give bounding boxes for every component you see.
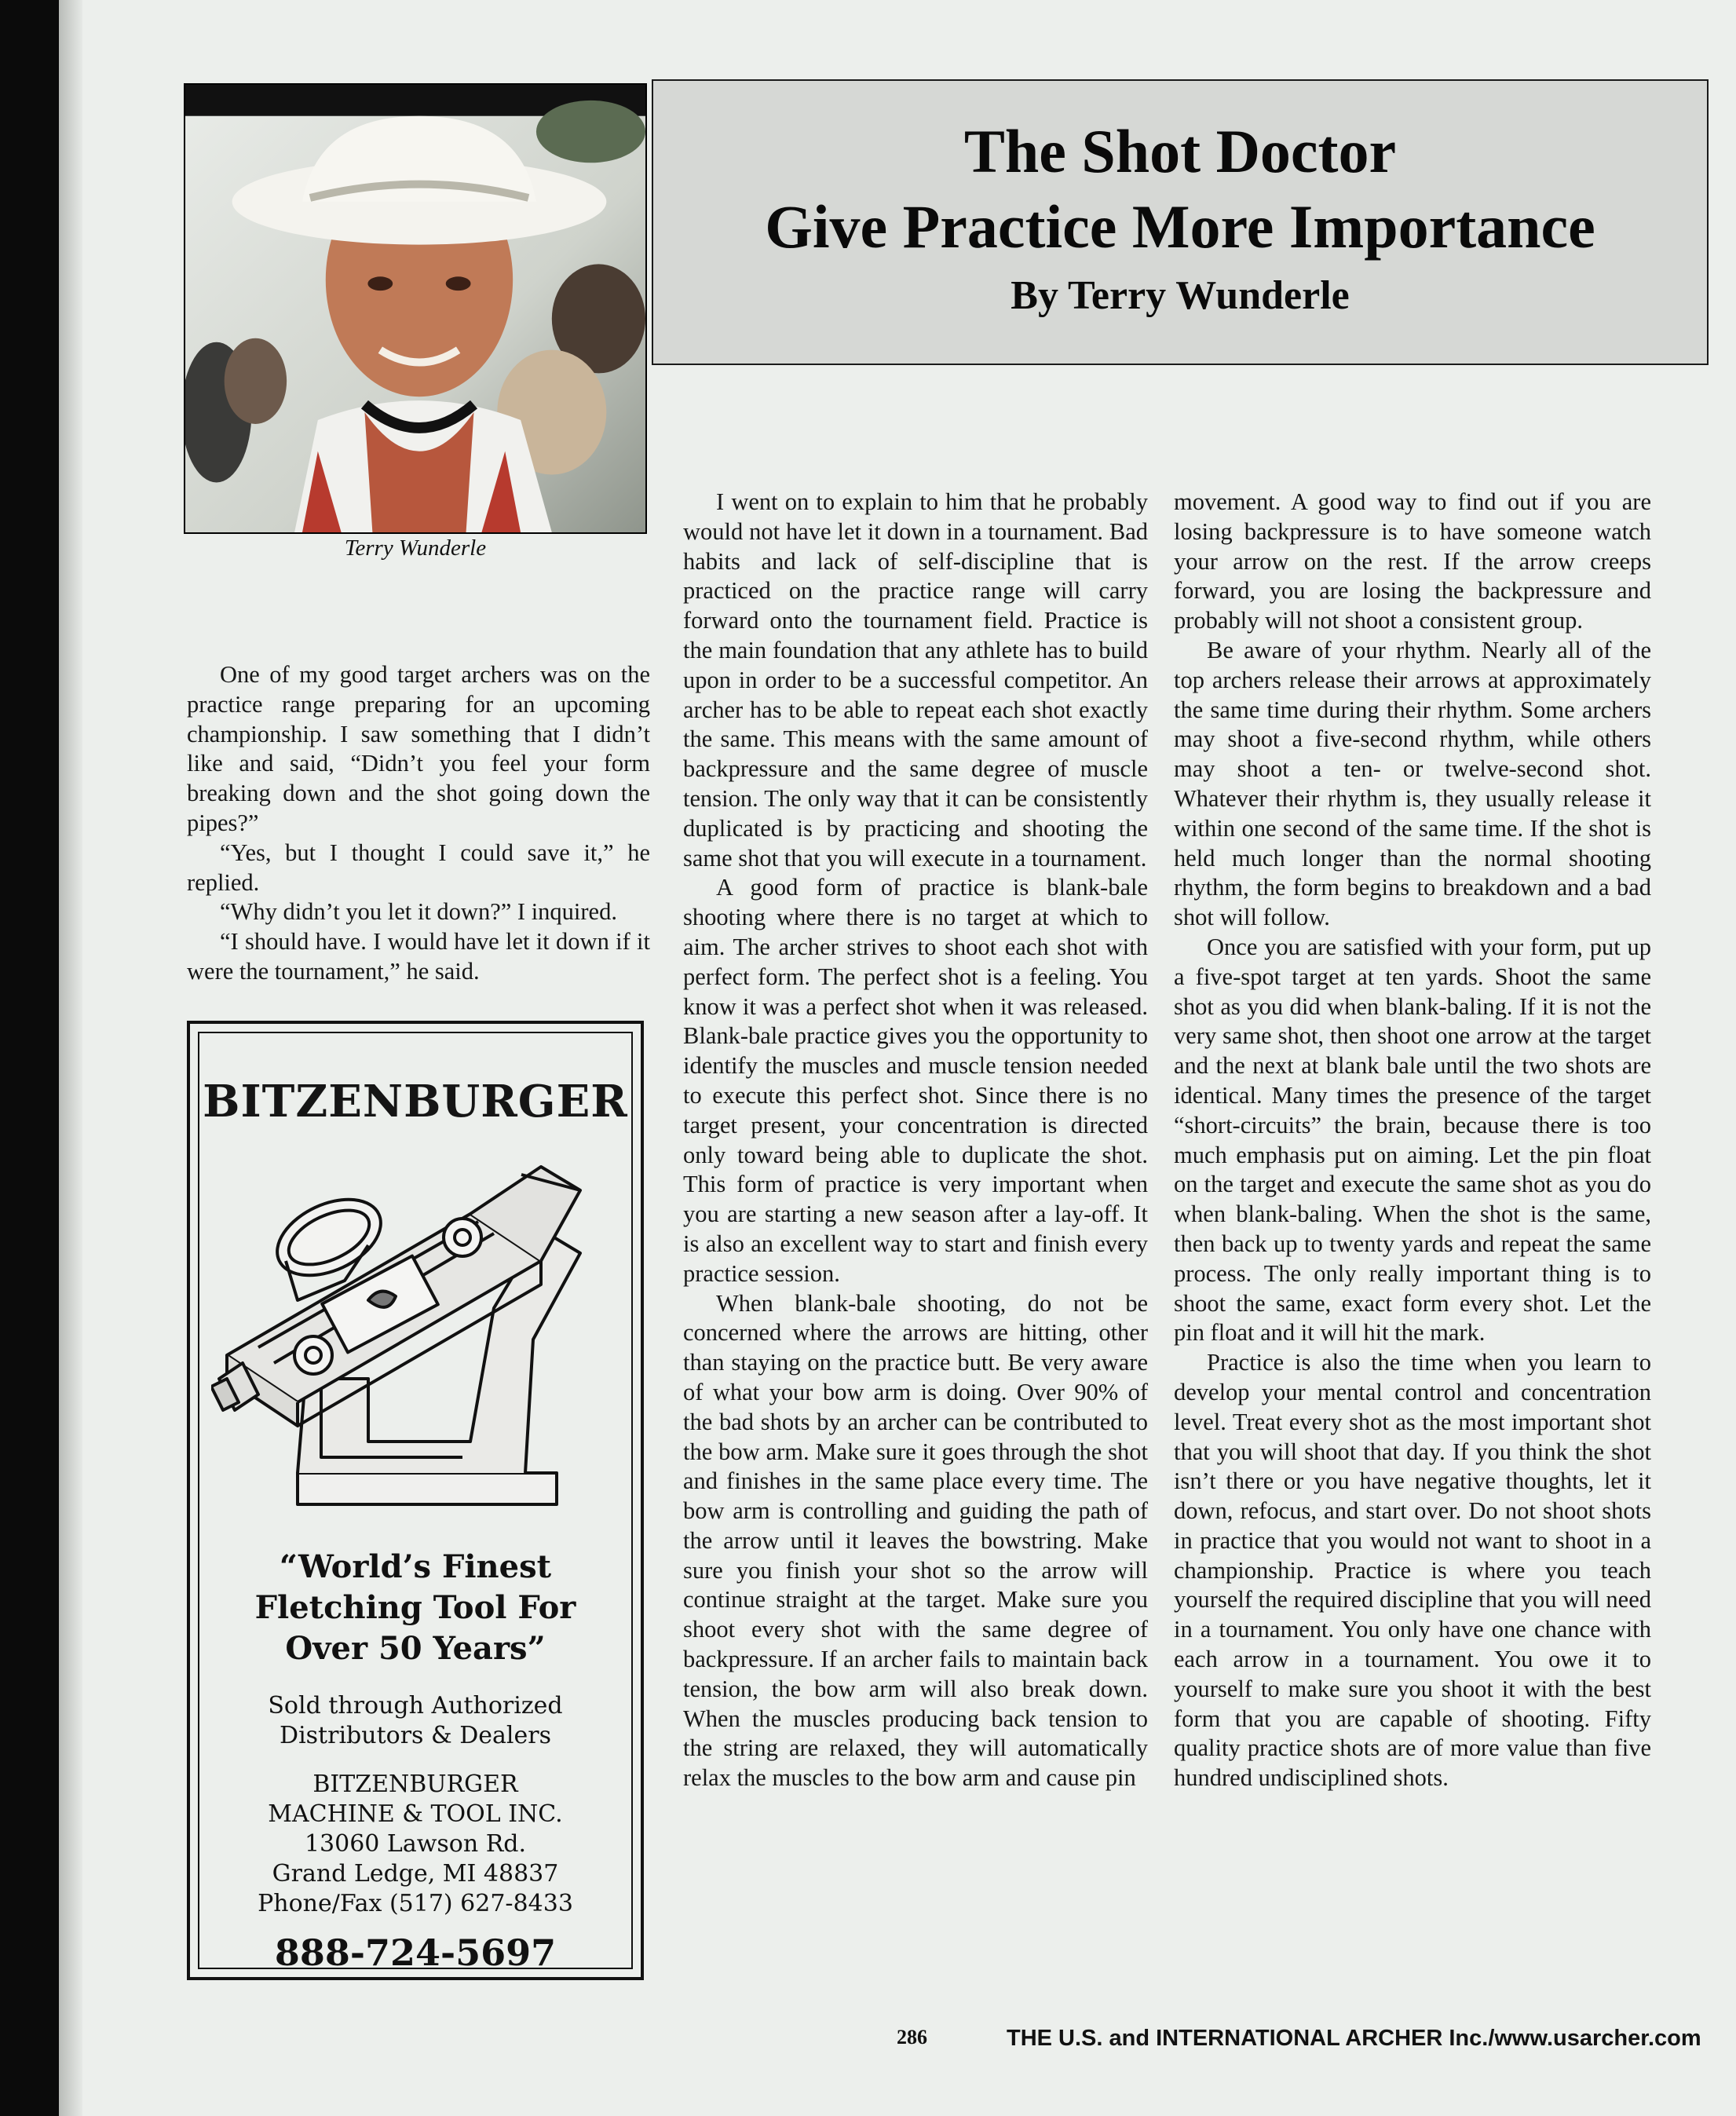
magazine-page bbox=[59, 0, 1736, 2116]
advertisement bbox=[187, 1021, 644, 1980]
ad-company-line: MACHINE & TOOL INC. bbox=[268, 1800, 563, 1828]
article-paragraph: movement. A good way to find out if you are losing backpressure is to have someone watch your arrow on the rest. If the arrow creeps forward, you are losing the backpressure and probably will not shoot a consistent group. bbox=[1174, 488, 1651, 634]
article-column-2 bbox=[683, 488, 1148, 1793]
article-paragraph: I went on to explain to him that he probably would not have let it down in a tournament. Bad habits and lack of self-discipline that is practiced on the practice range will carry forward onto the tournament field. Practice is the main foundation that any athlete has to build upon in order to be a successful competitor. An archer has to be able to repeat each shot exactly the same. This means with the same amount of backpressure and the same degree of muscle tension. The only way that it can be consistently duplicated is by practicing and shooting the same shot that you will execute in a tournament. bbox=[683, 488, 1148, 872]
article-paragraph: When blank-bale shooting, do not be concerned where the arrows are hitting, other than staying on the practice butt. Be very aware of what your bow arm is doing. Over 90% of the bad shots by an archer can be contributed to the bow arm. Make sure it goes through the shot and finishes in the same place every time. The bow arm is controlling and guiding the path of the arrow until it leaves the bowstring. Make sure you finish your shot so the arrow will continue straight at the target. Make sure you shoot every shot with the same degree of backpressure. If an archer fails to maintain back tension, the bow arm will also break down. When the muscles producing back tension to the string are relaxed, they will automatically relax the muscles to the bow arm and cause pin bbox=[683, 1289, 1148, 1792]
ad-company-line: Phone/Fax (517) 627-8433 bbox=[258, 1890, 573, 1917]
ad-company-address bbox=[199, 1770, 631, 1919]
ad-slogan-line: Fletching Tool For bbox=[254, 1589, 576, 1626]
title-box bbox=[652, 79, 1709, 365]
ad-inner-border bbox=[198, 1032, 633, 1974]
page-edge-shadow bbox=[59, 0, 82, 2116]
article-paragraph: Once you are satisfied with your form, put up a five-spot target at ten yards. Shoot the same shot as you did when blank-baling. If it is not the very same shot, then shoot one arrow at the target and the next at blank bale until the two shots are identical. Many times the presence of the target “short-circuits” the brain, because there is too much emphasis put on aiming. Let the pin float on the target and execute the same shot as you do when blank-baling. When the shot is the same, then back up to twenty yards and repeat the same process. The only really important thing is to shoot the same, exact form every shot. Let the pin float and it will hit the mark. bbox=[1174, 933, 1651, 1347]
ad-company-line: Grand Ledge, MI 48837 bbox=[272, 1860, 559, 1888]
article-column-3 bbox=[1174, 488, 1651, 1793]
ad-slogan-line: “World’s Finest bbox=[279, 1548, 552, 1585]
ad-distribution-note bbox=[199, 1691, 631, 1751]
ad-phone-number: 888-724-5697 bbox=[274, 1931, 557, 1974]
author-photo bbox=[184, 83, 647, 534]
page-number: 286 bbox=[897, 2026, 927, 2048]
fletching-tool-illustration bbox=[211, 1143, 619, 1536]
article-column-1 bbox=[187, 660, 650, 987]
article-paragraph: “Why didn’t you let it down?” I inquired. bbox=[220, 898, 617, 926]
ad-brand-name: BITZENBURGER bbox=[203, 1076, 628, 1127]
publication-footer: THE U.S. and INTERNATIONAL ARCHER Inc./www.usarcher.com bbox=[1007, 2026, 1701, 2051]
article-paragraph: Be aware of your rhythm. Nearly all of the top archers release their arrows at approximately the same time during their rhythm. Some archers may shoot a five-second rhythm, while others may shoot a ten- or twelve-second shot. Whatever their rhythm is, they usually release it within one second of the same time. If the shot is held much longer than the normal shooting rhythm, the form begins to breakdown and a bad shot will follow. bbox=[1174, 636, 1651, 931]
ad-company-line: 13060 Lawson Rd. bbox=[304, 1830, 527, 1858]
article-byline: By Terry Wunderle bbox=[1011, 273, 1350, 318]
article-title-line2: Give Practice More Importance bbox=[765, 192, 1595, 261]
article-paragraph: “I should have. I would have let it down if it were the tournament,” he said. bbox=[187, 928, 650, 985]
article-paragraph: A good form of practice is blank-bale shooting where there is no target at which to aim. The archer strives to shoot each shot with perfect form. The perfect shot is a feeling. You know it was a perfect shot when it was released. Blank-bale practice gives you the opportunity to identify the muscles and muscle tension needed to execute this perfect shot. Since there is no target present, your concentration is directed only toward being able to duplicate the shot. This form of practice is very important when you are starting a new season after a lay-off. It is also an excellent way to start and finish every practice session. bbox=[683, 874, 1148, 1287]
ad-sold-line: Distributors & Dealers bbox=[280, 1722, 551, 1749]
article-paragraph: “Yes, but I thought I could save it,” he replied. bbox=[187, 839, 650, 896]
article-paragraph: One of my good target archers was on the practice range preparing for an upcoming championship. I saw something that I didn’t like and said, “Didn’t you feel your form breaking down and the shot going down the pipes?” bbox=[187, 661, 650, 836]
ad-slogan-line: Over 50 Years” bbox=[285, 1630, 546, 1667]
article-title-line1: The Shot Doctor bbox=[963, 117, 1397, 185]
ad-slogan bbox=[199, 1547, 631, 1669]
article-paragraph: Practice is also the time when you learn to develop your mental control and concentration level. Treat every shot as the most important shot that you will shoot that day. If you think the shot isn’t there or you have negative thoughts, let it down, refocus, and start over. Do not shoot shots in practice that you would not want to shoot in a championship. Practice is where you teach yourself the required discipline that you will need in a tournament. You only have one chance with each arrow in a tournament. You owe it to yourself to make sure you shoot it with the best form that you are capable of shooting. Fifty quality practice shots are of more value than five hundred undisciplined shots. bbox=[1174, 1349, 1651, 1792]
photo-caption: Terry Wunderle bbox=[344, 535, 487, 561]
ad-sold-line: Sold through Authorized bbox=[268, 1692, 563, 1719]
ad-company-line: BITZENBURGER bbox=[312, 1771, 518, 1798]
